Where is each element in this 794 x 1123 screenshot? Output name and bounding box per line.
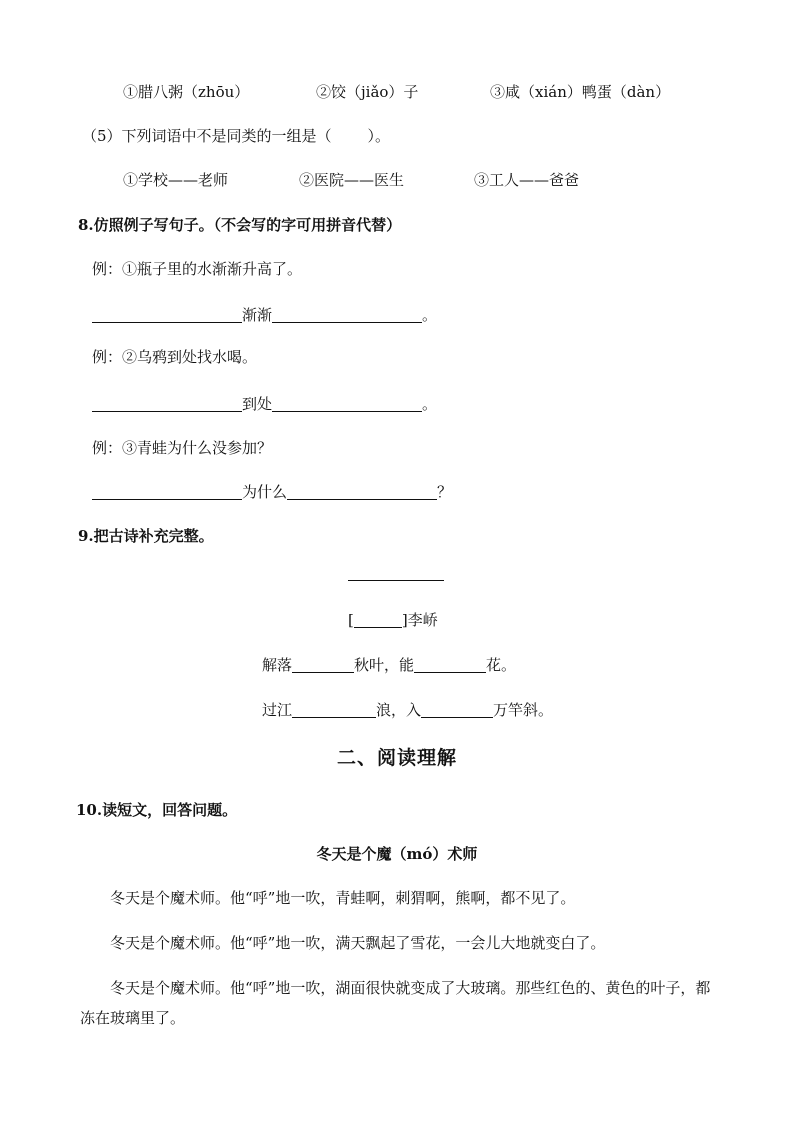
blank-after[interactable]	[287, 484, 437, 500]
poem-text: 解落	[262, 656, 293, 674]
answer-line-2	[92, 394, 437, 414]
blank-before[interactable]	[92, 396, 242, 412]
answer-line-1	[92, 305, 437, 325]
passage-paragraph-1: 冬天是个魔术师。他“呼”地一吹，青蛙啊，刺猬啊，熊啊，都不见了。	[110, 889, 576, 907]
poem-line-1	[262, 655, 516, 675]
question-9-title: 9.把古诗补充完整。	[78, 527, 214, 545]
option-2: ②饺（jiǎo）子	[316, 83, 419, 101]
bracket-open: [	[348, 611, 354, 629]
blank-before[interactable]	[92, 307, 242, 323]
line-end: 。	[422, 395, 438, 413]
option-2: ②医院——医生	[299, 171, 405, 189]
question-8-title: 8.仿照例子写句子。（不会写的字可用拼音代替）	[78, 216, 402, 234]
poem-blank[interactable]	[414, 657, 486, 673]
author: ]李峤	[401, 611, 438, 629]
example-3: 例：③青蛙为什么没参加？	[92, 439, 273, 457]
poem-blank[interactable]	[292, 702, 376, 718]
option-1: ①腊八粥（zhōu）	[123, 83, 250, 101]
example-1: 例：①瓶子里的水渐渐升高了。	[92, 260, 303, 278]
poem-text: 万竿斜。	[493, 701, 554, 719]
blank-after[interactable]	[272, 307, 422, 323]
poem-title-blank[interactable]	[348, 580, 444, 581]
option-1: ①学校——老师	[123, 171, 229, 189]
dynasty-blank[interactable]	[354, 612, 402, 628]
passage-paragraph-3: 冬天是个魔术师。他“呼”地一吹，湖面很快就变成了大玻璃。那些红色的、黄色的叶子，都冻在玻璃里了。	[80, 979, 711, 1027]
poem-blank[interactable]	[292, 657, 354, 673]
section-title: 二、阅读理解	[336, 747, 457, 769]
poem-line-2	[262, 700, 553, 720]
blank-after[interactable]	[272, 396, 422, 412]
poem-text: 花。	[486, 656, 517, 674]
keyword: 为什么	[242, 483, 288, 501]
line-end: 。	[422, 306, 438, 324]
prompt-end: ）。	[367, 127, 391, 145]
option-3: ③工人——爸爸	[474, 171, 580, 189]
poem-blank[interactable]	[421, 702, 493, 718]
poem-text: 秋叶，能	[354, 656, 415, 674]
keyword: 到处	[242, 395, 273, 413]
answer-line-3	[92, 482, 452, 502]
poem-author-line	[348, 610, 438, 630]
option-3: ③咸（xián）鸭蛋（dàn）	[490, 83, 671, 101]
keyword: 渐渐	[242, 306, 273, 324]
passage-paragraph-2: 冬天是个魔术师。他“呼”地一吹，满天飘起了雪花，一会儿大地就变白了。	[110, 934, 606, 952]
line-end: ？	[437, 483, 453, 501]
poem-text: 浪，入	[376, 701, 422, 719]
prompt-start: （5）下列词语中不是同类的一组是（	[82, 127, 332, 145]
example-2: 例：②乌鸦到处找水喝。	[92, 348, 258, 366]
question-10-title: 10.读短文，回答问题。	[76, 801, 238, 819]
passage-title: 冬天是个魔（mó）术师	[316, 845, 478, 863]
poem-text: 过江	[262, 701, 293, 719]
blank-before[interactable]	[92, 484, 242, 500]
question-5-prompt	[82, 126, 390, 146]
